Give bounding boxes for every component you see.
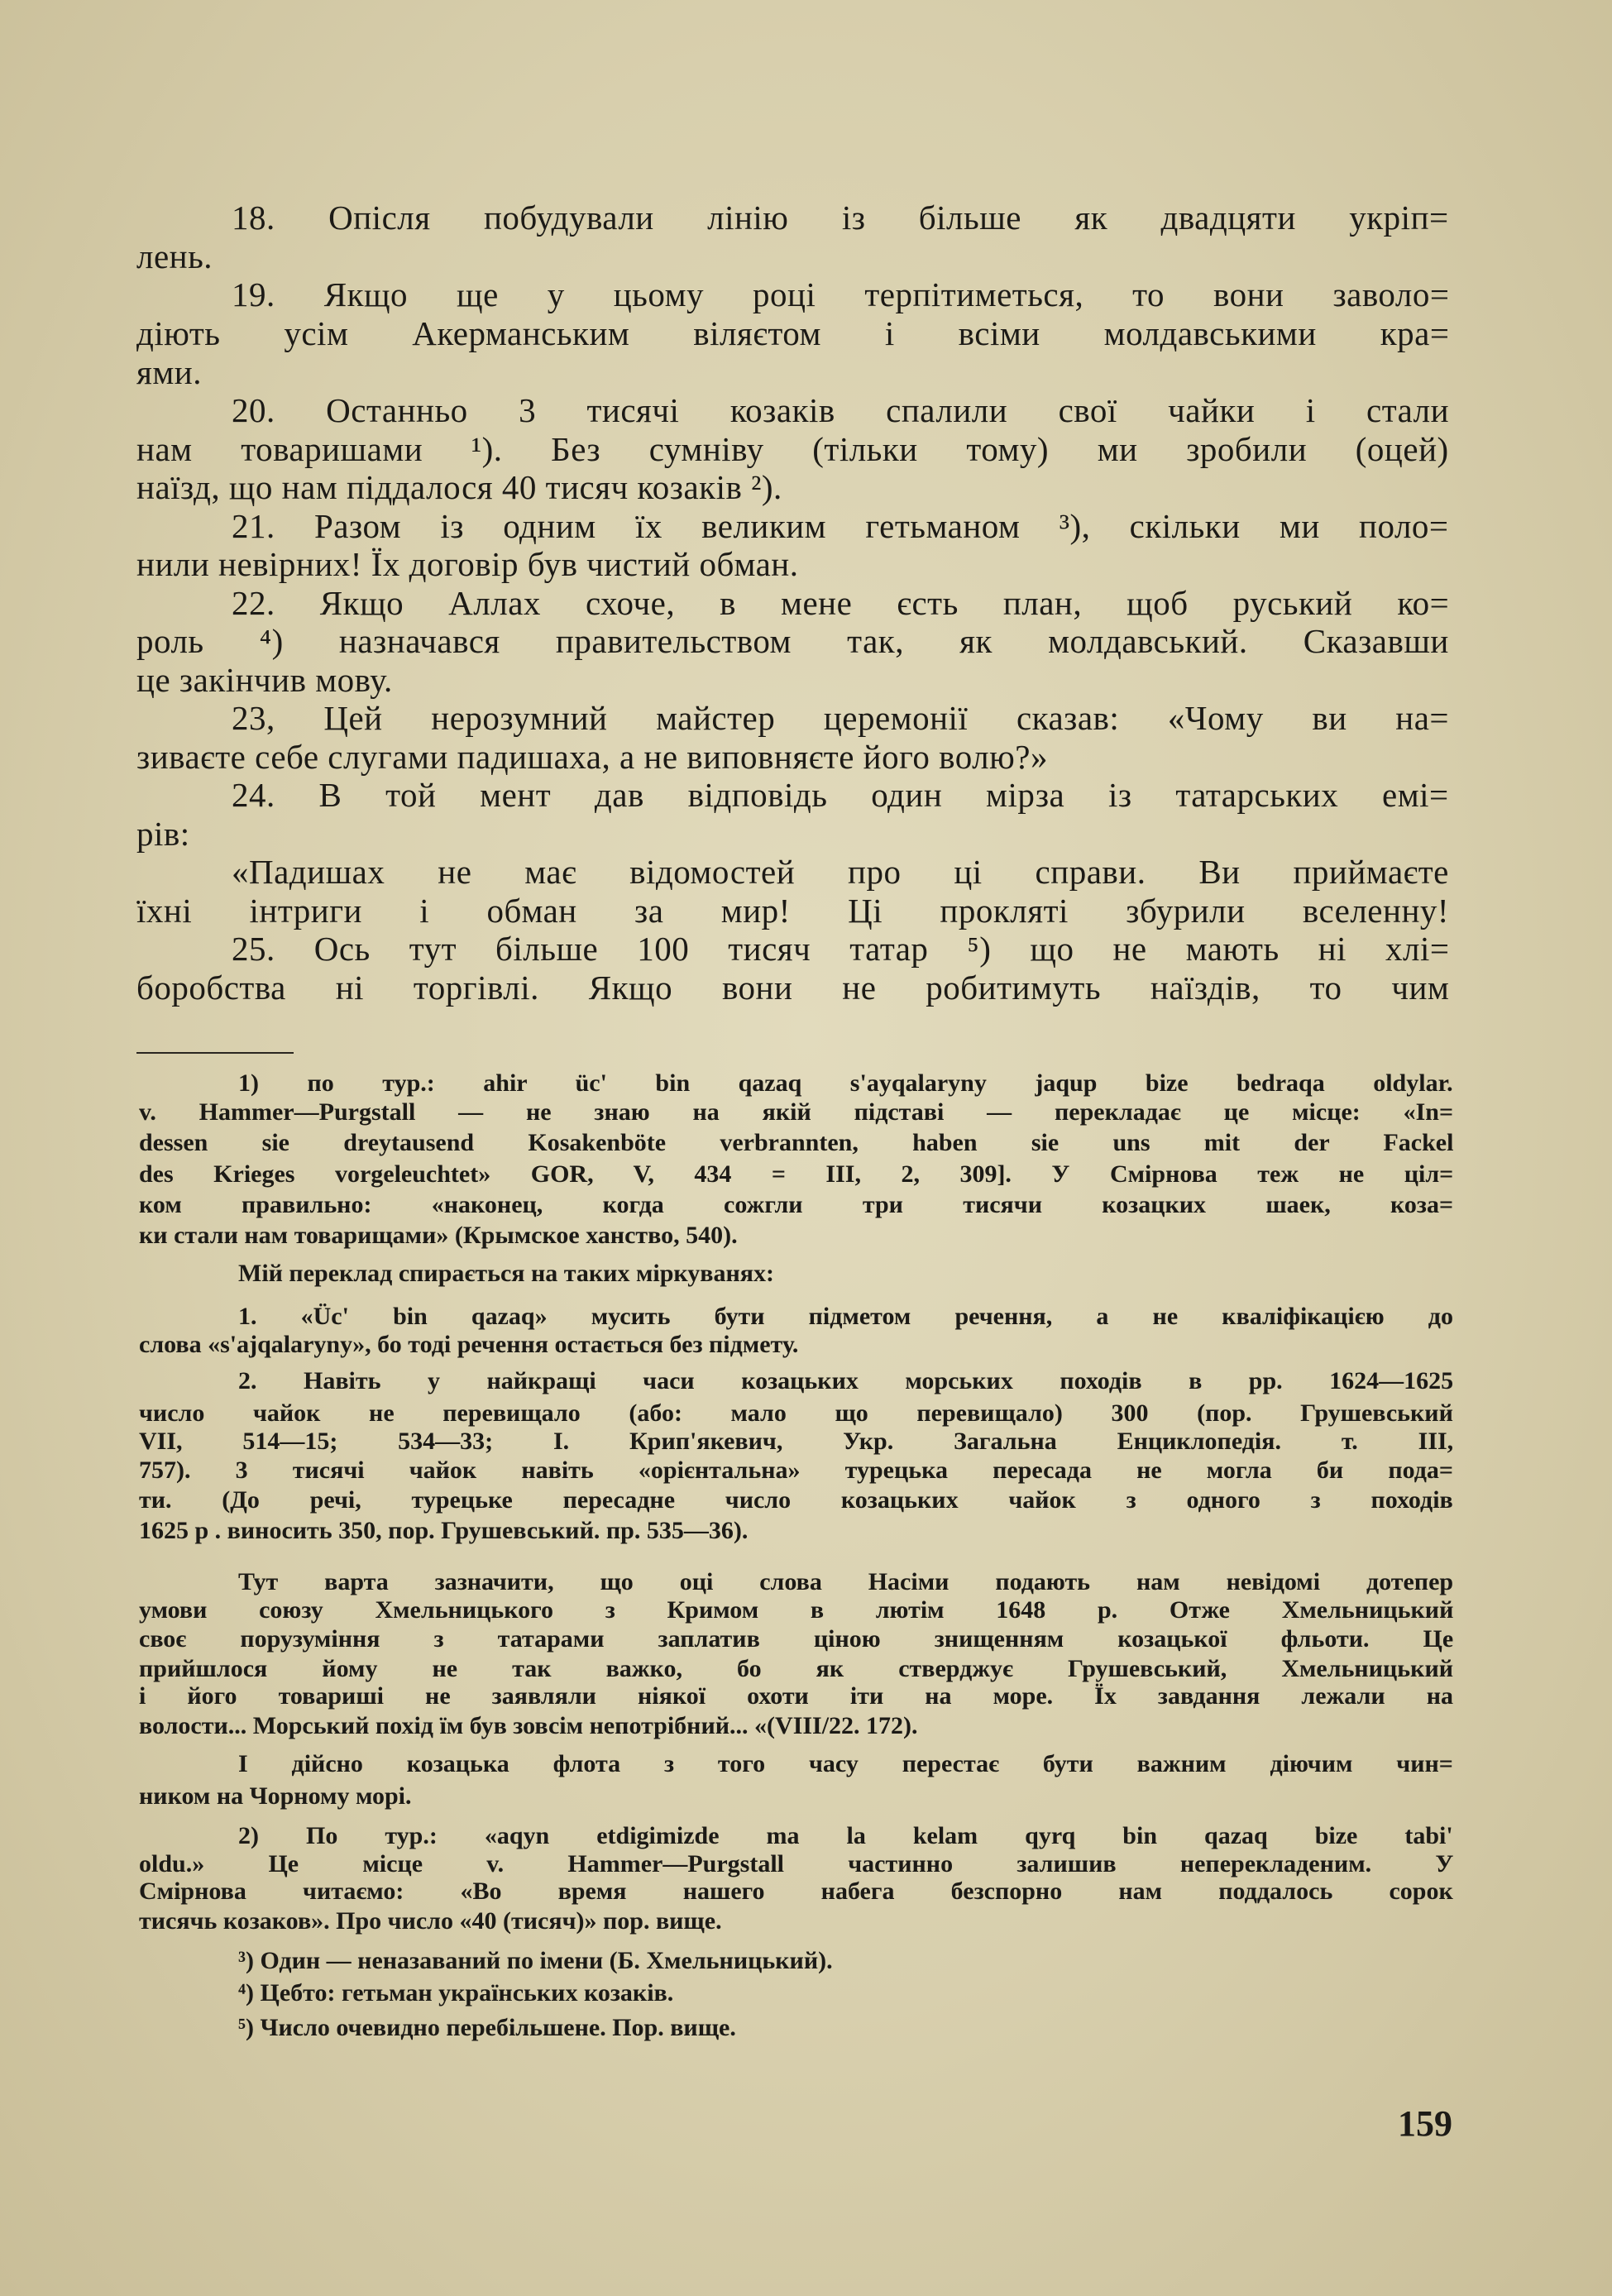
footnote-line: dessen sie dreytausend Kosakenböte verbrannten, haben sie uns mit der Fackel <box>139 1129 1454 1156</box>
footnote-line: ти. (До речі, турецьке пересадне число козацьких чайок з одного з походів <box>139 1486 1453 1514</box>
main-text-line: «Падишах не має відомостей про ці справи. Ви приймаєте <box>232 853 1449 891</box>
footnote-line: ⁵) Число очевидно перебільшене. Пор. вище. <box>238 2014 736 2041</box>
main-text-line: 20. Останньо 3 тисячі козаків спалили свої чайки і стали <box>232 391 1450 429</box>
main-text-line: 18. Опісля побудували лінію із більше як двадцяти укріп= <box>232 199 1449 237</box>
footnote-line: oldu.» Це місце v. Hammer—Purgstall частинно залишив неперекладеним. У <box>139 1850 1454 1877</box>
main-text-line: боробства ні торгівлі. Якщо вони не робитимуть наїздів, то чим <box>136 969 1450 1007</box>
main-text-line: їхні інтриги і обман за мир! Ці прокляті збурили вселенну! <box>136 892 1450 930</box>
footnote-line: ⁴) Цебто: гетьман українських козаків. <box>238 1979 674 2007</box>
footnote-line: ником на Чорному морі. <box>139 1782 412 1810</box>
main-text-line: 21. Разом із одним їх великим гетьманом ³), скільки ми поло= <box>232 507 1449 545</box>
footnote-line: 1625 р . виносить 350, пор. Грушевський. пр. 535—36). <box>139 1517 749 1544</box>
footnote-separator-rule <box>136 1052 294 1054</box>
main-text-line: лень. <box>136 237 213 275</box>
footnote-line: своє порузуміння з татарами заплатив ціною знищенням козацької фльоти. Це <box>139 1625 1454 1653</box>
footnote-line: тисячь козаков». Про число «40 (тисяч)» пор. вище. <box>139 1907 722 1935</box>
page-number: 159 <box>1398 2103 1452 2144</box>
main-text-line: нам товаришами ¹). Без сумніву (тільки тому) ми зробили (оцей) <box>136 430 1449 468</box>
main-text-line: ями. <box>136 353 202 391</box>
footnote-line: VII, 514—15; 534—33; І. Крип'якевич, Укр. Загальна Енциклопедія. т. III, <box>139 1428 1454 1455</box>
footnote-line: 1. «Üc' bin qazaq» мусить бути підметом речення, а не кваліфікацією до <box>238 1303 1453 1330</box>
footnote-line: І дійсно козацька флота з того часу перестає бути важним діючим чин= <box>238 1750 1453 1777</box>
footnote-line: Мій переклад спирається на таких міркуванях: <box>238 1260 774 1287</box>
main-text-line: 23, Цей нерозумний майстер церемонії сказав: «Чому ви на= <box>232 699 1450 737</box>
main-text-line: 19. Якщо ще у цьому році терпітиметься, то вони заволо= <box>232 275 1450 313</box>
footnote-line: слова «s'ajqalaryny», бо тоді речення остається без підмету. <box>139 1331 799 1358</box>
main-text-line: рів: <box>136 815 190 853</box>
footnote-line: волости... Морський похід їм був зовсім непотрібний... «(VIII/22. 172). <box>139 1712 918 1739</box>
main-text-line: наїзд, що нам піддалося 40 тисяч козаків ²). <box>136 468 782 506</box>
footnote-line: ³) Один — неназаваний по імени (Б. Хмельницький). <box>238 1947 833 1974</box>
main-text-line: діють усім Акерманським віляєтом і всіми молдавськими кра= <box>136 314 1450 352</box>
footnote-line: v. Hammer—Purgstall — не знаю на якій підставі — перекладає це місце: «In= <box>139 1098 1454 1126</box>
footnote-line: 757). 3 тисячі чайок навіть «орієнтальна» турецька пересада не могла би пода= <box>139 1457 1454 1484</box>
main-text-line: роль ⁴) назначався правительством так, як молдавський. Сказавши <box>136 622 1449 660</box>
footnote-line: і його товариші не заявляли ніякої охоти іти на море. Їх завдання лежали на <box>139 1682 1454 1710</box>
footnote-line: Тут варта зазначити, що оці слова Насіми подають нам невідомі дотепер <box>238 1568 1454 1595</box>
footnote-line: Смірнова читаємо: «Во время нашего набега безспорно нам поддалось сорок <box>139 1877 1453 1905</box>
footnote-line: 2. Навіть у найкращі часи козацьких морських походів в рр. 1624—1625 <box>238 1367 1454 1394</box>
footnote-line: число чайок не перевищало (або: мало що перевищало) 300 (пор. Грушевський <box>139 1399 1453 1427</box>
footnote-line: ком правильно: «наконец, когда сожгли три тисячи козацких шаек, коза= <box>139 1191 1454 1218</box>
main-text-line: 24. В той мент дав відповідь один мірза із татарських емі= <box>232 776 1449 814</box>
footnote-line: умови союзу Хмельницького з Кримом в лютім 1648 р. Отже Хмельницький <box>139 1596 1454 1624</box>
footnote-line: des Krieges vorgeleuchtet» GOR, V, 434 = III, 2, 309]. У Смірнова теж не ціл= <box>139 1160 1454 1188</box>
footnote-line: ки стали нам товарищами» (Крымское ханство, 540). <box>139 1222 738 1249</box>
main-text-line: зиваєте себе слугами падишаха, а не виповняєте його волю?» <box>136 738 1048 776</box>
footnote-line: 1) по тур.: ahir üc' bin qazaq s'ayqalaryny jaqup bize bedraqa oldylar. <box>238 1069 1453 1097</box>
footnote-line: 2) По тур.: «aqyn etdigimizde ma la kelam qyrq bin qazaq bize tabi' <box>238 1822 1453 1849</box>
footnote-line: прийшлося йому не так важко, бо як стверджує Грушевський, Хмельницький <box>139 1655 1454 1682</box>
main-text-line: це закінчив мову. <box>136 661 393 699</box>
main-text-line: 22. Якщо Аллах схоче, в мене єсть план, щоб руський ко= <box>232 584 1450 622</box>
main-text-line: 25. Ось тут більше 100 тисяч татар ⁵) що не мають ні хлі= <box>232 930 1450 968</box>
main-text-line: нили невірних! Їх договір був чистий обман. <box>136 545 799 583</box>
